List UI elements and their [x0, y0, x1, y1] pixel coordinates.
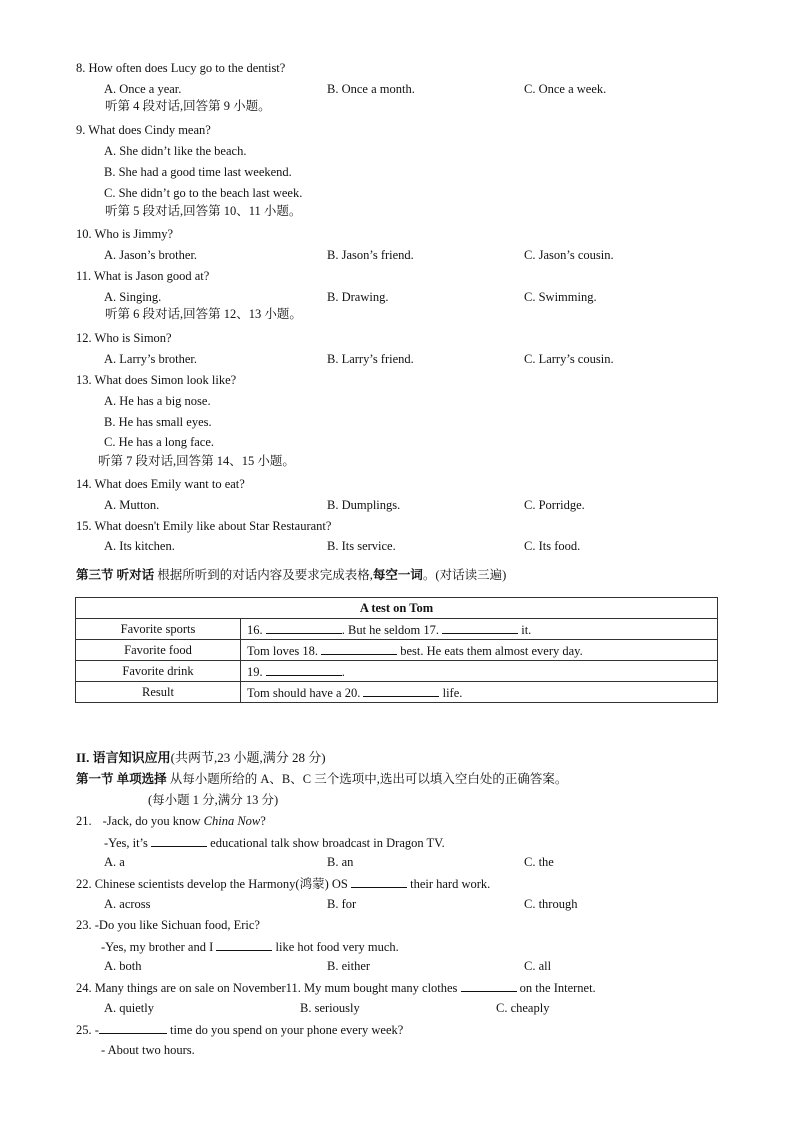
question-23-option-b: B. either — [327, 959, 371, 973]
question-10-option-b: B. Jason’s friend. — [327, 248, 414, 262]
table-cell-food — [241, 640, 718, 661]
question-11-option-a: A. Singing. — [104, 290, 162, 304]
question-9-option-b: B. She had a good time last weekend. — [104, 165, 292, 179]
section-1-heading — [76, 771, 567, 787]
cell-text: it. — [518, 622, 532, 637]
question-text: time do you spend on your phone every week? — [166, 1023, 404, 1037]
blank-19[interactable] — [266, 663, 342, 676]
instruction-dialogue-7: 听第 7 段对话,回答第 14、15 小题。 — [98, 454, 295, 468]
question-text: their hard work. — [406, 877, 491, 891]
question-14-stem: 14. What does Emily want to eat? — [76, 477, 245, 491]
question-text: 22. Chinese scientists develop the Harmony(鸿蒙) OS — [76, 877, 351, 891]
question-14-option-b: B. Dumplings. — [327, 498, 401, 512]
question-21-line-1 — [76, 813, 266, 829]
question-10-option-c: C. Jason’s cousin. — [524, 248, 614, 262]
instruction-dialogue-6: 听第 6 段对话,回答第 12、13 小题。 — [105, 307, 302, 321]
question-text: 25. - — [76, 1023, 99, 1037]
question-text: educational talk show broadcast in Dragon TV. — [207, 836, 445, 850]
question-24-option-c: C. cheaply — [496, 1001, 550, 1015]
show-title: China Now — [203, 814, 261, 828]
question-23-option-c: C. all — [524, 959, 552, 973]
question-12-option-c: C. Larry’s cousin. — [524, 352, 614, 366]
table-label-food: Favorite food — [76, 640, 241, 661]
table-row — [76, 661, 718, 682]
table-row — [76, 682, 718, 703]
question-8-option-b: B. Once a month. — [327, 82, 415, 96]
question-22-stem — [76, 875, 490, 892]
section-3-title: 第三节 听对话 — [76, 568, 155, 582]
table-label-drink: Favorite drink — [76, 661, 241, 682]
question-12-stem: 12. Who is Simon? — [76, 331, 172, 345]
question-13-option-b: B. He has small eyes. — [104, 415, 212, 429]
section-3-heading — [76, 567, 506, 583]
question-9-stem: 9. What does Cindy mean? — [76, 123, 211, 137]
table-cell-result — [241, 682, 718, 703]
part-2-heading — [76, 750, 326, 766]
question-24-stem — [76, 979, 596, 996]
cell-text: best. He eats them almost every day. — [397, 643, 583, 658]
blank-21[interactable] — [151, 834, 207, 847]
question-22-option-a: A. across — [104, 897, 151, 911]
question-23-line-1: 23. -Do you like Sichuan food, Eric? — [76, 918, 260, 932]
question-13-stem: 13. What does Simon look like? — [76, 373, 237, 387]
cell-text: 19. — [247, 664, 266, 679]
question-14-option-a: A. Mutton. — [104, 498, 160, 512]
section-3-bold-note: 每空一词 — [372, 568, 423, 582]
question-23-option-a: A. both — [104, 959, 142, 973]
question-15-stem: 15. What doesn't Emily like about Star Restaurant? — [76, 519, 332, 533]
section-3-desc: 根据所听到的对话内容及要求完成表格, — [154, 568, 373, 582]
question-8-option-a: A. Once a year. — [104, 82, 182, 96]
table-cell-drink — [241, 661, 718, 682]
question-text: -Yes, my brother and I — [101, 940, 217, 954]
blank-18[interactable] — [321, 642, 397, 655]
cell-text: Tom should have a 20. — [247, 685, 364, 700]
question-21-option-c: C. the — [524, 855, 554, 869]
instruction-dialogue-4: 听第 4 段对话,回答第 9 小题。 — [105, 99, 271, 113]
question-11-option-b: B. Drawing. — [327, 290, 389, 304]
question-15-option-a: A. Its kitchen. — [104, 539, 175, 553]
blank-17[interactable] — [442, 621, 518, 634]
question-21-line-2 — [104, 834, 445, 851]
answer-table — [75, 597, 718, 703]
cell-text: life. — [439, 685, 463, 700]
question-8-stem: 8. How often does Lucy go to the dentist? — [76, 61, 286, 75]
question-22-option-b: B. for — [327, 897, 357, 911]
cell-text: 16. — [247, 622, 266, 637]
question-24-option-b: B. seriously — [300, 1001, 360, 1015]
question-10-stem: 10. Who is Jimmy? — [76, 227, 173, 241]
table-label-sports: Favorite sports — [76, 619, 241, 640]
table-title: A test on Tom — [76, 598, 718, 619]
question-text: on the Internet. — [516, 981, 596, 995]
question-21-option-a: A. a — [104, 855, 125, 869]
question-22-option-c: C. through — [524, 897, 578, 911]
question-21-option-b: B. an — [327, 855, 354, 869]
question-15-option-c: C. Its food. — [524, 539, 581, 553]
cell-text: . — [341, 664, 345, 679]
question-11-option-c: C. Swimming. — [524, 290, 597, 304]
instruction-dialogue-5: 听第 5 段对话,回答第 10、11 小题。 — [105, 204, 302, 218]
question-14-option-c: C. Porridge. — [524, 498, 585, 512]
question-text: 24. Many things are on sale on November11. My mum bought many clothes — [76, 981, 461, 995]
table-title-row — [76, 598, 718, 619]
question-11-stem: 11. What is Jason good at? — [76, 269, 210, 283]
blank-24[interactable] — [461, 979, 517, 992]
question-text: -Yes, it’s — [104, 836, 152, 850]
section-1-title: 第一节 单项选择 — [76, 772, 167, 786]
table-label-result: Result — [76, 682, 241, 703]
question-12-option-b: B. Larry’s friend. — [327, 352, 414, 366]
blank-23[interactable] — [216, 938, 272, 951]
table-row — [76, 619, 718, 640]
question-10-option-a: A. Jason’s brother. — [104, 248, 198, 262]
blank-20[interactable] — [363, 684, 439, 697]
blank-16[interactable] — [266, 621, 342, 634]
question-21-number: 21. — [76, 814, 92, 828]
cell-text: . But he seldom 17. — [341, 622, 443, 637]
question-text: ? — [260, 814, 266, 828]
section-1-score: (每小题 1 分,满分 13 分) — [148, 793, 279, 807]
question-13-option-c: C. He has a long face. — [104, 435, 215, 449]
question-text: like hot food very much. — [272, 940, 399, 954]
part-2-title: II. 语言知识应用 — [76, 750, 171, 765]
question-24-option-a: A. quietly — [104, 1001, 154, 1015]
question-25-line-2: - About two hours. — [101, 1043, 195, 1057]
table-cell-sports — [241, 619, 718, 640]
question-15-option-b: B. Its service. — [327, 539, 396, 553]
question-13-option-a: A. He has a big nose. — [104, 394, 211, 408]
blank-25[interactable] — [99, 1021, 167, 1034]
part-2-desc: (共两节,23 小题,满分 28 分) — [170, 750, 326, 765]
section-1-desc: 从每小题所给的 A、B、C 三个选项中,选出可以填入空白处的正确答案。 — [166, 772, 568, 786]
cell-text: Tom loves 18. — [247, 643, 322, 658]
question-text: -Jack, do you know — [102, 814, 204, 828]
section-3-tail: 。(对话读三遍) — [422, 568, 507, 582]
question-25-stem — [76, 1021, 403, 1038]
question-23-line-2 — [101, 938, 399, 955]
question-8-option-c: C. Once a week. — [524, 82, 607, 96]
table-row — [76, 640, 718, 661]
question-9-option-a: A. She didn’t like the beach. — [104, 144, 247, 158]
question-9-option-c: C. She didn’t go to the beach last week. — [104, 186, 303, 200]
blank-22[interactable] — [351, 875, 407, 888]
question-12-option-a: A. Larry’s brother. — [104, 352, 198, 366]
